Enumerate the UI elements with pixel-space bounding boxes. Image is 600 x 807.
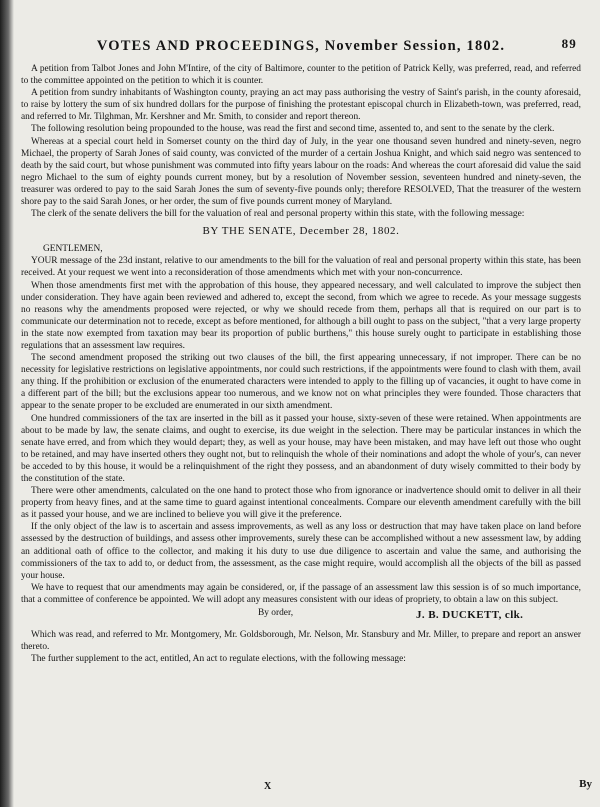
senate-message-para-2: When those amendments first met with the approbation of this house, they appeared necessary, and well calculated to improve the subject then under consideration. They have again been reviewed and adhered to, except the second, from which we agree to recede. As your message suggests no reasons why the amendments proposed were rejected, or why we should recede from them, perhaps all that is required on our part is to communicate our determination not to recede, except as before mentioned, for although a bill ought to pass on the subject, "that a very large property in the state now exempted from taxation may bear its proportion of public burthens," this house surely ought to participate in establishing those regulations that an assessment law requires. — [21, 280, 581, 351]
clerk-delivery: The clerk of the senate delivers the bill for the valuation of real and personal property within this state, with the following message: — [31, 209, 525, 220]
senate-message-para-4: One hundred commissioners of the tax are inserted in the bill as it passed your house, sixty-seven of these were retained. When appointments are about to be made by law, the senate claims, and ought to exercise, its due weight in the selection. There may be particular instances in which the senate have erred, and from which they would depart; they, as well as your house, may have been mistaken, and may have left out those who ought to be retained, and may have inserted others they ought not, but to relinquish the whole of their nominations and adopt the whole of your's, can never be acceded to by this house, it would be a relinquishment of the right they possess, and an abandonment of duty wisely committed to their body by the constitution of the state. — [21, 413, 581, 484]
petition-washington-county: A petition from sundry inhabitants of Washington county, praying an act may pass authorising the vestry of Saint's parish, in the county aforesaid, to raise by lottery the sum of six hundred dollars for the purpose of finishing the protestant episcopal church in Elizabeth-town, was preferred, read, and referred to Mr. Tilghman, Mr. Kershner and Mr. Smith, to consider and report thereon. — [21, 88, 581, 123]
senate-message-para-7: We have to request that our amendments may again be considered, or, if the passage of an assessment law this session is of so much importance, that a committee of conference be appointed. We will adopt any measures consistent with our ideas of propriety, to obtain a law on this subject. — [21, 582, 581, 605]
header-title: VOTES AND PROCEEDINGS, November Session, 1802. — [96, 38, 506, 54]
page-footer — [0, 778, 600, 798]
signature-block — [21, 607, 581, 629]
senate-message-para-3: The second amendment proposed the striking out two clauses of the bill, the first appearing unnecessary, if not improper. There can be no necessity for legislative restrictions on legislative appointments, nor could such restrictions, if the appointments were found to clash with them, avail any thing. If the prohibition or exclusion of the enumerated characters were intended to apply to the filling up of vacancies, it ought to have come in a different part of the bill; but the exclusions appear too numerous, and we know not on what principles they were founded. Those characters that appear to the senate proper to be excluded are enumerated in our sixth amendment. — [21, 353, 581, 412]
senate-message-para-5: There were other amendments, calculated on the one hand to protect those who from ignorance or inadvertence should omit to deliver in all their property from heavy fines, and at the same time to guard against intentional concealments. Compare our eleventh amendment carefully with the bill as it passed your house, and we are inclined to believe you will give it the preference. — [21, 486, 581, 521]
clerk-signature: J. B. DUCKETT, clk. — [416, 609, 524, 622]
referral-paragraph: Which was read, and referred to Mr. Montgomery, Mr. Goldsborough, Mr. Nelson, Mr. Stansbury and Mr. Miller, to prepare and report an answer thereto. — [21, 630, 581, 653]
elections-supplement: The further supplement to the act, entitled, An act to regulate elections, with the following message: — [31, 654, 406, 665]
petition-talbot-jones: A petition from Talbot Jones and John M'Intire, of the city of Baltimore, counter to the petition of Patrick Kelly, was preferred, read, and referred to the committee appointed on the petition to which it is counter. — [21, 64, 581, 87]
resolution-negro-michael: Whereas at a special court held in Somerset county on the third day of July, in the year one thousand seven hundred and ninety-seven, negro Michael, the property of Sarah Jones of said county, was convicted of the murder of a certain Joshua Knight, and which said negro was sentenced to death by the said court, but whose punishment was commuted into fifty years labour on the roads: And whereas the court aforesaid did value the said negro Michael to the sum of eighty pounds current money, but by a resolution of November session, seventeen hundred and ninety-seven, the treasurer was ordered to pay to the said Sarah Jones the sum of seventy-five pounds only; therefore RESOLVED, That the treasurer of the western shore pay to the said Sarah Jones, or her order, the sum of five pounds current money of Maryland. — [21, 136, 581, 208]
salutation: GENTLEMEN, — [43, 244, 103, 255]
senate-heading: BY THE SENATE, December 28, 1802. — [202, 225, 400, 238]
by-order: By order, — [258, 608, 294, 619]
signature-mark: X — [264, 781, 272, 792]
senate-message-para-6: If the only object of the law is to ascertain and assess improvements, as well as any loss or destruction that may have taken place on land before assessed by the destruction of buildings, and assess other improvements, surely these can be accomplished without a new assessment law, by adding an additional oath of office to the collector, and making it his duty to use due diligence to ascertain and value the same, and authorising the commissioners of the tax to add to, or deduct from, the assessment, as the case might require, would accomplish all the objects of the bill as passed your house. — [21, 522, 581, 581]
resolution-intro: The following resolution being propounded to the house, was read the first and second time, assented to, and sent to the senate by the clerk. — [31, 124, 555, 135]
running-header — [21, 38, 581, 55]
catchword: By — [579, 778, 592, 790]
senate-message-para-1: YOUR message of the 23d instant, relative to our amendments to the bill for the valuation of real and personal property within this state, has been received. At your request we went into a reconsideration of those amendments which met with your non-concurrence. — [21, 256, 581, 279]
page-number: 89 — [561, 36, 577, 51]
